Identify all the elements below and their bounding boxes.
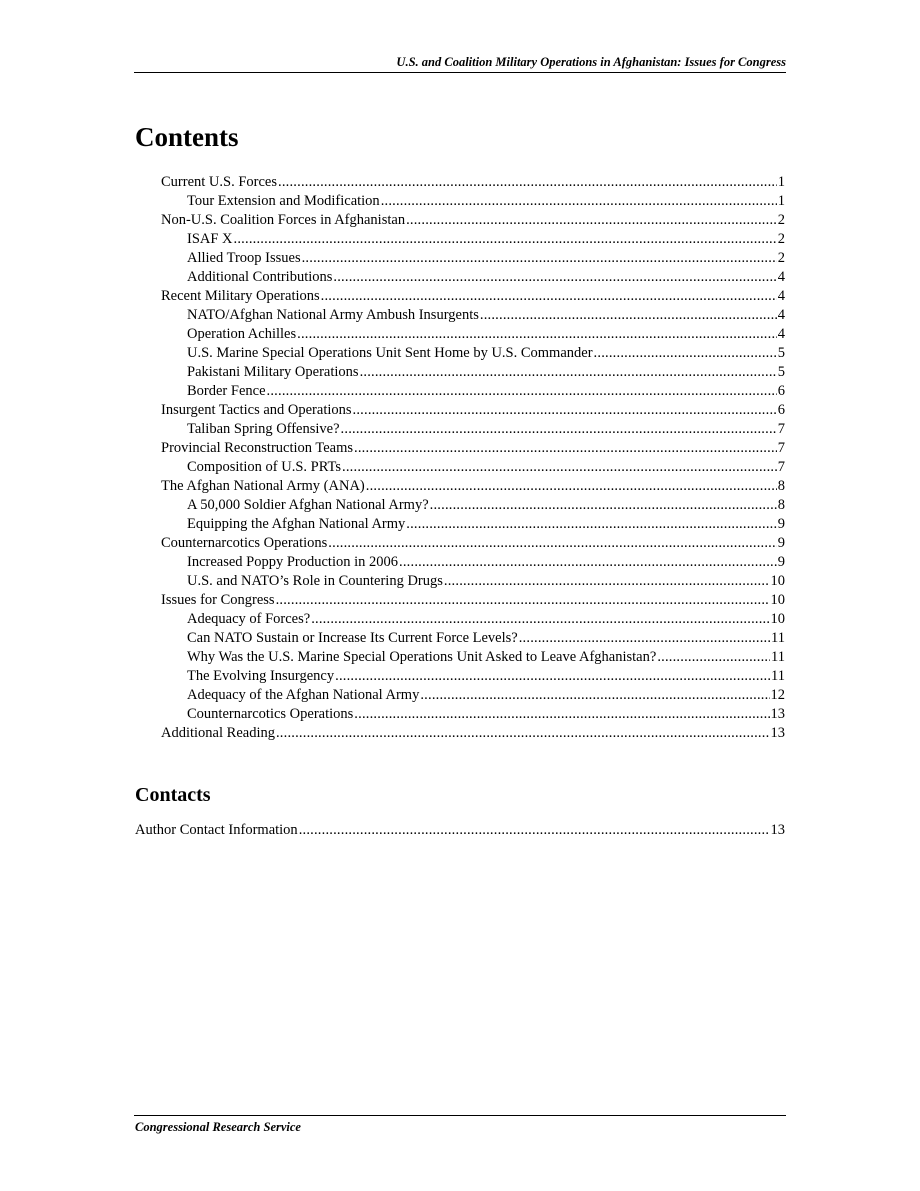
dot-leader — [399, 553, 777, 572]
toc-entry-title: Author Contact Information — [135, 822, 298, 838]
toc-entry-page: 8 — [777, 478, 785, 494]
dot-leader — [333, 268, 776, 287]
toc-entry-title: A 50,000 Soldier Afghan National Army? — [187, 497, 429, 513]
toc-entry[interactable] — [161, 211, 785, 230]
dot-leader — [430, 496, 777, 515]
toc-entry-title: U.S. and NATO’s Role in Countering Drugs — [187, 573, 443, 589]
toc-entry-title: Equipping the Afghan National Army — [187, 516, 406, 532]
toc-entry-page: 9 — [777, 516, 785, 532]
toc-entry-title: Can NATO Sustain or Increase Its Current Force Levels? — [187, 630, 518, 646]
toc-entry-title: Non-U.S. Coalition Forces in Afghanistan — [161, 212, 406, 228]
toc-entry-title: Taliban Spring Offensive? — [187, 421, 340, 437]
toc-entry-title: Composition of U.S. PRTs — [187, 459, 342, 475]
toc-entry[interactable] — [161, 192, 785, 211]
dot-leader — [276, 724, 770, 743]
dot-leader — [360, 363, 777, 382]
toc-entry[interactable] — [161, 173, 785, 192]
toc-entry[interactable] — [161, 439, 785, 458]
toc-entry-page: 2 — [777, 212, 785, 228]
toc-entry[interactable] — [161, 401, 785, 420]
dot-leader — [302, 249, 777, 268]
dot-leader — [321, 287, 777, 306]
toc-entry[interactable] — [161, 249, 785, 268]
toc-entry-page: 5 — [777, 364, 785, 380]
dot-leader — [354, 705, 769, 724]
toc-entry-page: 7 — [777, 459, 785, 475]
dot-leader — [381, 192, 777, 211]
dot-leader — [278, 173, 777, 192]
header-rule — [134, 72, 786, 73]
toc-entry-page: 11 — [771, 668, 785, 684]
toc-entry[interactable] — [161, 420, 785, 439]
dot-leader — [267, 382, 777, 401]
toc-entry[interactable] — [161, 496, 785, 515]
toc-entry[interactable] — [161, 724, 785, 743]
toc-entry-page: 4 — [777, 288, 785, 304]
toc-entry-title: Why Was the U.S. Marine Special Operations Unit Asked to Leave Afghanistan? — [187, 649, 657, 665]
toc-entry[interactable] — [135, 821, 785, 840]
contacts-title: Contacts — [135, 784, 211, 806]
dot-leader — [657, 648, 770, 667]
toc-entry-title: Counternarcotics Operations — [161, 535, 328, 551]
toc-entry-page: 5 — [777, 345, 785, 361]
toc-entry[interactable] — [161, 230, 785, 249]
footer-text: Congressional Research Service — [135, 1120, 301, 1134]
dot-leader — [444, 572, 770, 591]
toc-entry-title: Pakistani Military Operations — [187, 364, 359, 380]
toc-entry[interactable] — [161, 363, 785, 382]
toc-entry-page: 4 — [777, 307, 785, 323]
toc-entry[interactable] — [161, 477, 785, 496]
toc-entry-page: 4 — [777, 269, 785, 285]
toc-entry-page: 9 — [777, 535, 785, 551]
toc-entry-page: 11 — [771, 630, 785, 646]
toc-entry[interactable] — [161, 287, 785, 306]
toc-entry-page: 4 — [777, 326, 785, 342]
toc-entry-title: Increased Poppy Production in 2006 — [187, 554, 399, 570]
dot-leader — [276, 591, 770, 610]
toc-entry-page: 10 — [770, 573, 785, 589]
toc-entry[interactable] — [161, 667, 785, 686]
dot-leader — [480, 306, 777, 325]
toc-entry[interactable] — [161, 382, 785, 401]
dot-leader — [341, 420, 777, 439]
toc-entry-page: 13 — [770, 706, 785, 722]
toc-entry[interactable] — [161, 591, 785, 610]
dot-leader — [234, 230, 777, 249]
toc-entry-page: 9 — [777, 554, 785, 570]
dot-leader — [353, 401, 777, 420]
toc-entry-title: NATO/Afghan National Army Ambush Insurgents — [187, 307, 479, 323]
dot-leader — [297, 325, 777, 344]
toc-entry-page: 8 — [777, 497, 785, 513]
toc-entry-title: Additional Reading — [161, 725, 275, 741]
dot-leader — [335, 667, 770, 686]
toc-entry[interactable] — [161, 268, 785, 287]
toc-entry-page: 1 — [777, 174, 785, 190]
toc-entry[interactable] — [161, 572, 785, 591]
dot-leader — [299, 821, 770, 840]
toc-entry-title: ISAF X — [187, 231, 233, 247]
toc-entry[interactable] — [161, 705, 785, 724]
dot-leader — [594, 344, 777, 363]
toc-entry[interactable] — [161, 534, 785, 553]
contacts-list — [135, 821, 785, 840]
running-header: U.S. and Coalition Military Operations in Afghanistan: Issues for Congress — [396, 55, 786, 69]
toc-entry-page: 7 — [777, 440, 785, 456]
toc-entry[interactable] — [161, 344, 785, 363]
toc-entry-page: 10 — [770, 611, 785, 627]
dot-leader — [311, 610, 769, 629]
toc-entry-title: Adequacy of Forces? — [187, 611, 311, 627]
toc-entry[interactable] — [161, 515, 785, 534]
toc-entry-page: 11 — [771, 649, 785, 665]
toc-entry-title: The Afghan National Army (ANA) — [161, 478, 365, 494]
toc-entry-page: 13 — [770, 725, 785, 741]
toc-entry-title: Tour Extension and Modification — [187, 193, 380, 209]
dot-leader — [420, 686, 769, 705]
toc-entry-page: 13 — [770, 822, 785, 838]
toc-entry-title: U.S. Marine Special Operations Unit Sent Home by U.S. Commander — [187, 345, 593, 361]
toc-entry-page: 7 — [777, 421, 785, 437]
toc-entry-title: Operation Achilles — [187, 326, 297, 342]
toc-entry-title: Recent Military Operations — [161, 288, 320, 304]
toc-entry-page: 2 — [777, 250, 785, 266]
toc-entry-page: 2 — [777, 231, 785, 247]
toc-entry-page: 10 — [770, 592, 785, 608]
toc-entry-title: Border Fence — [187, 383, 266, 399]
toc-entry-title: The Evolving Insurgency — [187, 668, 335, 684]
toc-entry-title: Additional Contributions — [187, 269, 333, 285]
toc-entry-title: Allied Troop Issues — [187, 250, 301, 266]
dot-leader — [366, 477, 777, 496]
contents-title: Contents — [135, 122, 239, 152]
toc-entry-page: 1 — [777, 193, 785, 209]
dot-leader — [354, 439, 777, 458]
toc-entry-title: Insurgent Tactics and Operations — [161, 402, 352, 418]
toc-entry-title: Counternarcotics Operations — [187, 706, 354, 722]
dot-leader — [342, 458, 777, 477]
toc-entry[interactable] — [161, 553, 785, 572]
toc-entry[interactable] — [161, 458, 785, 477]
toc-entry-page: 12 — [770, 687, 785, 703]
toc-entry[interactable] — [161, 610, 785, 629]
toc-entry-title: Provincial Reconstruction Teams — [161, 440, 354, 456]
dot-leader — [406, 211, 777, 230]
footer-rule — [134, 1115, 786, 1116]
toc-entry-page: 6 — [777, 402, 785, 418]
toc-entry[interactable] — [161, 325, 785, 344]
toc-entry-title: Issues for Congress — [161, 592, 275, 608]
toc-entry-title: Adequacy of the Afghan National Army — [187, 687, 420, 703]
toc-entry[interactable] — [161, 648, 785, 667]
toc-entry-title: Current U.S. Forces — [161, 174, 277, 190]
toc-entry-page: 6 — [777, 383, 785, 399]
dot-leader — [328, 534, 776, 553]
toc-entry[interactable] — [161, 629, 785, 648]
table-of-contents — [161, 173, 785, 743]
dot-leader — [406, 515, 776, 534]
toc-entry[interactable] — [161, 686, 785, 705]
dot-leader — [519, 629, 770, 648]
toc-entry[interactable] — [161, 306, 785, 325]
